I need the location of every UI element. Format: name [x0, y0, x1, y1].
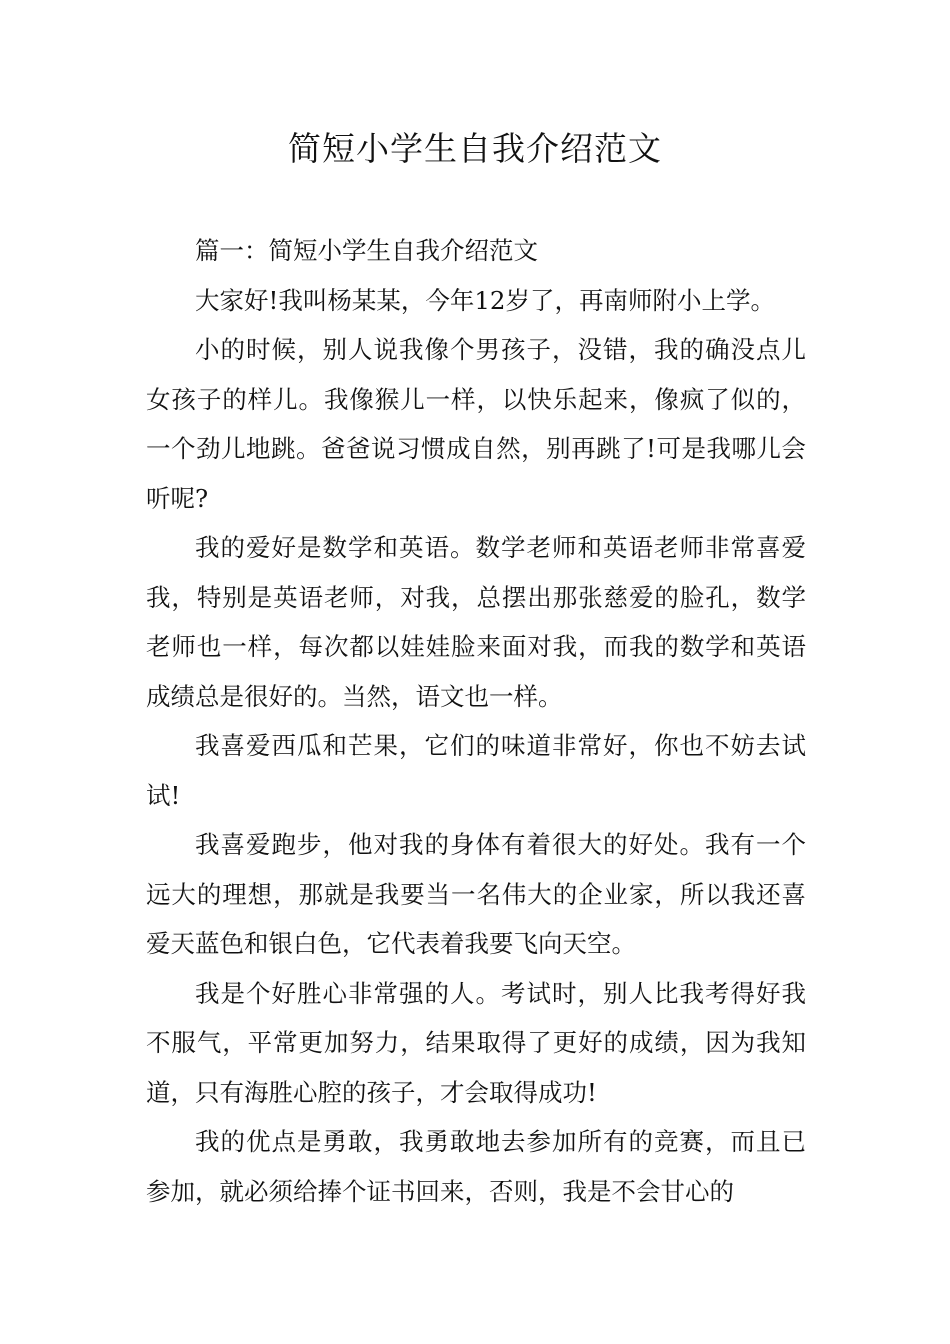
document-body — [146, 226, 806, 1216]
paragraph-running-ideal: 我喜爱跑步，他对我的身体有着很大的好处。我有一个远大的理想，那就是我要当一名伟大的企业家，所以我还喜爱天蓝色和银白色，它代表着我要飞向天空。 — [146, 830, 806, 958]
paragraph-competitiveness: 我是个好胜心非常强的人。考试时，别人比我考得好我不服气，平常更加努力，结果取得了更好的成绩，因为我知道，只有海胜心腔的孩子，才会取得成功! — [146, 978, 806, 1107]
paragraph-childhood: 小的时候，别人说我像个男孩子，没错，我的确没点儿女孩子的样儿。我像猴儿一样，以快乐起来，像疯了似的，一个劲儿地跳。爸爸说习惯成自然，别再跳了!可是我哪儿会听呢? — [146, 335, 806, 513]
paragraph-strengths: 我的优点是勇敢，我勇敢地去参加所有的竞赛，而且已参加，就必须给捧个证书回来，否则，我是不会甘心的 — [146, 1127, 806, 1206]
paragraph-hobbies: 我的爱好是数学和英语。数学老师和英语老师非常喜爱我，特别是英语老师，对我，总摆出那张慈爱的脸孔，数学老师也一样，每次都以娃娃脸来面对我，而我的数学和英语成绩总是很好的。当然，语文也一样。 — [146, 533, 806, 711]
document-title: 简短小学生自我介绍范文 — [288, 129, 662, 168]
paragraph-section-heading: 篇一：简短小学生自我介绍范文 — [195, 236, 538, 265]
paragraph-favorite-fruits: 我喜爱西瓜和芒果，它们的味道非常好，你也不妨去试试! — [146, 731, 806, 810]
paragraph-greeting: 大家好!我叫杨某某，今年12岁了，再南师附小上学。 — [195, 285, 776, 315]
